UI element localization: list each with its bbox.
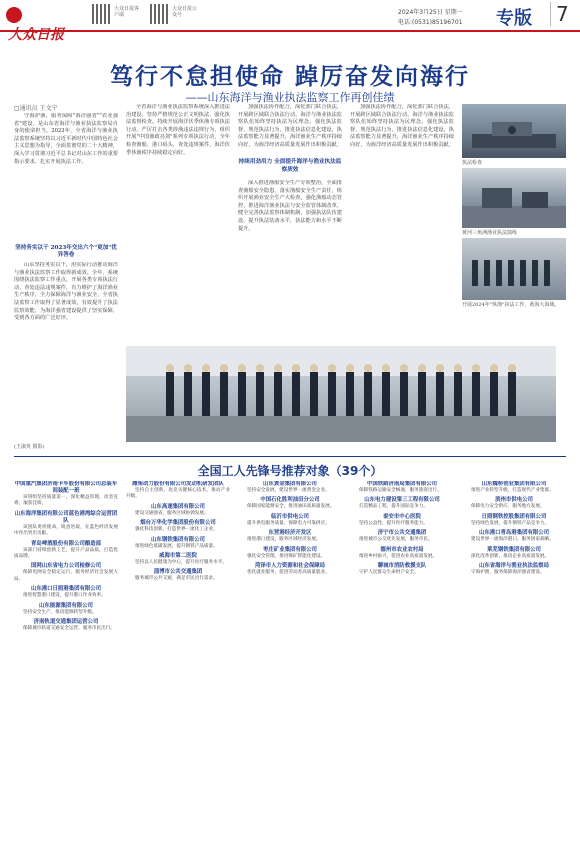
patrol-scene-icon bbox=[462, 238, 566, 300]
award-entry bbox=[462, 530, 566, 543]
award-entry-text: 深化改革创新，推动企业高质量发展。 bbox=[471, 553, 550, 559]
award-entry-name: 泰安市中心医院 bbox=[383, 513, 421, 520]
award-entry-text: 服务城市公共交通，满足市民出行需求。 bbox=[135, 576, 218, 582]
awards-column bbox=[462, 481, 566, 841]
award-entry-name: 山东省海洋与渔业执法监察局 bbox=[478, 563, 550, 570]
awards-column bbox=[238, 481, 342, 841]
photo3-caption: 开展2024年"休渔"执法工作，黄海大海域。 bbox=[462, 302, 560, 308]
award-entry-text: 坚持公益性，提升医疗服务能力。 bbox=[359, 520, 428, 526]
section-name: 专版 bbox=[496, 8, 532, 29]
award-entry bbox=[350, 481, 454, 494]
award-entry bbox=[462, 497, 566, 510]
photo-patrol bbox=[462, 238, 566, 300]
award-entry-name: 山东魏桥创业集团有限公司 bbox=[481, 481, 547, 487]
photo2-caption: 黄河三角洲渔业执法演练 bbox=[462, 230, 518, 236]
article-col4 bbox=[350, 104, 454, 354]
col4-paragraph: 加强执法协作配合，深化部门联合执法，开展跨区域联合执法行动。海洋与渔业执法监察队伍始终坚持执法为民理念，强化执法监督，规范执法行为，推进执法信息化建设，执法监察能力显著提升，海洋渔业生产秩序持续向好，为海洋经济高质量发展作出积极贡献。 bbox=[350, 104, 454, 148]
award-entry-text: 保障城市轨道交通安全运营，服务市民出行。 bbox=[23, 626, 115, 632]
drill-scene-icon bbox=[462, 168, 566, 228]
award-entry bbox=[238, 530, 342, 543]
col2-paragraph: 全省海洋与渔业执法监察系统深入推进法治建设，坚持严格规范公正文明执法，强化执法监督检查。持续开展海洋伏季休渔专项执法行动，严厉打击各类涉渔违法违规行为，组织开展"中国渔政亮剑"系列专项执法行动，全年检查渔船、港口码头，查处违规案件，海洋伏季休渔秩序持续稳定向好。 bbox=[126, 104, 230, 156]
award-entry-text: 守护人民群众生命财产安全。 bbox=[359, 570, 419, 576]
award-entry bbox=[126, 504, 230, 517]
group-photo-caption: (王淑英 摄影) bbox=[14, 444, 45, 450]
group-photo bbox=[126, 346, 556, 442]
qr-code-icon bbox=[150, 4, 170, 24]
photo-inspection bbox=[462, 104, 566, 158]
award-entry-text: 建设世界一流海洋港口，服务国家战略。 bbox=[471, 537, 554, 543]
award-entry bbox=[350, 547, 454, 560]
section1-title: 坚持务实以干 2023年交出六个"更加"优异答卷 bbox=[15, 245, 117, 258]
award-entry-text: 建设交通强省，服务区域协调发展。 bbox=[135, 510, 209, 516]
award-entry bbox=[14, 603, 118, 616]
award-entry-name: 中国铁路济南局集团有限公司 bbox=[366, 481, 438, 487]
qr-label-client: 大众日报客户端 bbox=[114, 6, 140, 18]
article-byline: □通讯员 王文宁 bbox=[14, 105, 58, 112]
award-entry-text: 坚持绿色发展，提升钢铁产品竞争力。 bbox=[471, 520, 550, 526]
award-entry bbox=[350, 563, 454, 576]
awards-column bbox=[14, 481, 118, 841]
award-entry-text: 该班组坚持质量第一，深化精益管理，攻坚克难，屡获佳绩。 bbox=[14, 495, 118, 507]
award-entry-name: 莱芜钢铁集团有限公司 bbox=[487, 546, 541, 553]
section-divider bbox=[14, 456, 566, 457]
award-entry bbox=[126, 569, 230, 582]
award-entry bbox=[126, 520, 230, 533]
award-entry-text: 强化安全管理，推进煤矿智能化建设。 bbox=[247, 553, 326, 559]
award-entry-name: 山东能源集团有限公司 bbox=[39, 602, 93, 609]
award-entry bbox=[14, 511, 118, 538]
award-entry bbox=[462, 563, 566, 576]
award-entry-name: 国网山东省电力公司检修公司 bbox=[30, 563, 102, 570]
award-entry bbox=[126, 481, 230, 501]
award-entry bbox=[350, 497, 454, 510]
award-entry-name: 青岛啤酒股份有限公司酿造部 bbox=[30, 540, 102, 547]
award-entry-name: 山东电力建设第三工程有限公司 bbox=[364, 497, 440, 504]
award-entry bbox=[238, 514, 342, 527]
award-entry-text: 强化科技创新，打造世界一流化工企业。 bbox=[135, 527, 218, 533]
award-entry-text: 保障电网安全稳定运行，服务经济社会发展大局。 bbox=[14, 570, 118, 582]
section1-body bbox=[14, 262, 118, 354]
award-entry-text: 保障国家能源安全，推进油田高质量发展。 bbox=[247, 504, 335, 510]
award-entry-name: 山东海洋集团有限公司蓝色港湾综合运营团队 bbox=[14, 510, 118, 524]
col3-paragraph: 深入推进渔船安全生产专项整治，全面排查渔船安全隐患，落实渔船安全生产责任，组织开展渔业安全生产大检查，强化渔船动态管控，推进海洋渔业执法与安全监管体制改革，健全完善执法监察体制机制，加强执法队伍建设，提升执法装备水平，执法能力和水平不断提升。 bbox=[238, 180, 342, 232]
award-entry-text: 坚持安全发展，建设世界一流黄金企业。 bbox=[247, 488, 330, 493]
award-entry-text: 坚持自主创新，攻克关键核心技术，推动产业升级。 bbox=[126, 488, 230, 500]
issue-date: 2024年3月25日 星期一 bbox=[398, 9, 463, 16]
award-entry-text: 推进智慧港口建设，提升港口作业效率。 bbox=[23, 593, 106, 599]
article-col3 bbox=[238, 180, 342, 354]
award-entry bbox=[126, 553, 230, 566]
award-entry-text: 保障铁路运输安全畅通，服务旅客出行。 bbox=[359, 488, 442, 493]
award-entry bbox=[238, 497, 342, 510]
award-entry-name: 枣庄矿业集团有限公司 bbox=[263, 546, 317, 553]
qr-code-icon bbox=[92, 4, 112, 24]
award-entry bbox=[14, 481, 118, 508]
award-entry-text: 该团队勇担使命，锐意进取，在蓝色经济发展中作出突出贡献。 bbox=[14, 524, 118, 537]
inspection-scene-icon bbox=[462, 104, 566, 158]
award-entry-name: 山东港口青岛港集团有限公司 bbox=[478, 530, 550, 537]
award-entry-name: 临沂市供电公司 bbox=[271, 513, 309, 520]
logo-emblem-icon bbox=[6, 7, 22, 23]
article-headline: 笃行不怠担使命 踔厉奋发向海行 bbox=[109, 64, 470, 90]
page-number: 7 bbox=[550, 2, 569, 26]
awards-title: 全国工人先锋号推荐对象（39个） bbox=[197, 464, 383, 478]
award-entry bbox=[14, 586, 118, 599]
awards-column bbox=[350, 481, 454, 841]
qr-label-wechat: 大众日报公众号 bbox=[172, 6, 198, 18]
award-entry bbox=[462, 514, 566, 527]
award-entry bbox=[462, 547, 566, 560]
award-entry-name: 威海市第二医院 bbox=[159, 553, 197, 560]
award-entry-name: 济宁市公共交通集团 bbox=[377, 530, 427, 537]
award-entry-text: 优化就业服务，促进劳动者高质量就业。 bbox=[247, 570, 330, 576]
award-entry-name: 德州市农业农村局 bbox=[380, 546, 424, 553]
award-entry-name: 济南轨道交通集团运营公司 bbox=[33, 619, 99, 626]
award-entry-text: 推进乡村振兴，促进农业高质量发展。 bbox=[359, 553, 438, 559]
award-entry-text: 提升供电服务质量，保障电力可靠供应。 bbox=[247, 520, 330, 526]
section2-title: 持续用劲用力 全面提升海洋与渔业执法监察质效 bbox=[238, 159, 342, 173]
award-entry-name: 聊城市消防救援支队 bbox=[377, 563, 427, 570]
article-col2 bbox=[126, 104, 230, 354]
contact-phone: 电话:(0531)85196701 bbox=[398, 19, 463, 26]
masthead bbox=[0, 0, 580, 43]
photo-drill bbox=[462, 168, 566, 228]
award-entry-name: 淄博市公共交通集团 bbox=[153, 569, 203, 576]
award-entry bbox=[14, 541, 118, 561]
award-entry-name: 山东黄金集团有限公司 bbox=[263, 481, 317, 487]
award-entry bbox=[14, 563, 118, 583]
award-entry bbox=[14, 619, 118, 632]
award-entry bbox=[238, 563, 342, 576]
award-entry-text: 保障电力安全供应，服务地方发展。 bbox=[471, 504, 545, 510]
article-col3-top bbox=[238, 104, 342, 156]
article-intro bbox=[14, 113, 118, 243]
award-entry-name: 山东港口日照港集团有限公司 bbox=[30, 586, 102, 593]
award-entry-text: 推进产业转型升级，打造现代产业集群。 bbox=[471, 488, 554, 493]
uniformed-officers-icon bbox=[126, 346, 556, 442]
award-entry-name: 中国重汽集团济南卡车股份有限公司总装车间装配一班 bbox=[14, 481, 118, 494]
award-entry-text: 打造精品工程，提升国际竞争力。 bbox=[359, 504, 428, 510]
award-entry-text: 推进港口建设，服务区域经济发展。 bbox=[247, 537, 321, 543]
award-entry bbox=[238, 547, 342, 560]
article-subheadline: ——山东海洋与渔业执法监察工作再创佳绩 bbox=[185, 91, 395, 104]
col3-top-paragraph: 加强执法协作配合，深化部门联合执法，开展跨区域联合执法行动。海洋与渔业执法监察队伍始终坚持执法为民理念，强化执法监督，规范执法行为，推进执法信息化建设，执法监察能力显著提升，海洋渔业生产秩序持续向好，为海洋经济高质量发展作出积极贡献。 bbox=[238, 104, 342, 148]
award-entry bbox=[462, 481, 566, 494]
award-entry-name: 滨州市供电公司 bbox=[495, 497, 533, 504]
awards-column bbox=[126, 481, 230, 841]
award-entry-text: 守海护渔，服务保障海洋强省建设。 bbox=[471, 570, 545, 576]
award-entry-text: 坚持以人民健康为中心，提升医疗服务水平。 bbox=[135, 560, 227, 566]
award-entry-name: 中国石化胜利油田分公司 bbox=[260, 497, 320, 504]
award-entry-name: 山东钢铁集团有限公司 bbox=[151, 536, 205, 543]
newspaper-logo bbox=[6, 4, 76, 43]
section1-paragraph: 山东坚持务实以干，用实际行动推动海洋与渔业执法监察工作取得新成效。全年，系统围绕执法监察工作重点，开展各类专项执法行动，查处违法违规案件，有力维护了海洋渔业生产秩序，全力保障海洋与渔业安全，全省执法监察工作取得了显著成效，有效提升了执法监察效能，为海洋强省建设提供了坚实保障，受到各方面的广泛好评。 bbox=[14, 262, 118, 322]
award-entry-name: 菏泽市人力资源和社会保障局 bbox=[254, 563, 326, 570]
award-entry-text: 该部门持续创新工艺，提升产品品质，打造优质品牌。 bbox=[14, 547, 118, 560]
award-entry-name: 烟台万华化学集团股份有限公司 bbox=[140, 520, 216, 527]
photo1-caption: 执法检查 bbox=[462, 160, 483, 166]
award-entry bbox=[350, 514, 454, 527]
award-entry-name: 山东高速集团有限公司 bbox=[151, 503, 205, 510]
newspaper-name: 大众日报 bbox=[8, 26, 64, 43]
award-entry bbox=[238, 481, 342, 494]
award-entry-text: 坚持安全生产，推动能源转型升级。 bbox=[23, 609, 97, 615]
award-entry bbox=[350, 530, 454, 543]
intro-paragraph: 守海护渔，服务保障"海洋强省""农业强省"建设，是山东省海洋与渔业执法监察局自身的使命担当。2023年，全省海洋与渔业执法监察系统坚持以习近平新时代中国特色社会主义思想为指导，全面贯彻党的二十大精神，深入学习贯彻习近平总书记对山东工作的重要指示要求，扎实开展执法工作。 bbox=[14, 113, 118, 165]
award-entry-text: 推进城市公交优先发展，服务市民。 bbox=[359, 537, 433, 543]
award-entry-name: 日照钢铁控股集团有限公司 bbox=[481, 513, 547, 520]
award-entry bbox=[126, 537, 230, 550]
award-entry-name: 潍柴动力股份有限公司发动机研发团队 bbox=[132, 481, 224, 487]
award-entry-name: 东营港经济开发区 bbox=[268, 530, 312, 537]
award-entry-text: 推进绿色低碳发展，提升钢铁产品质量。 bbox=[135, 543, 218, 549]
